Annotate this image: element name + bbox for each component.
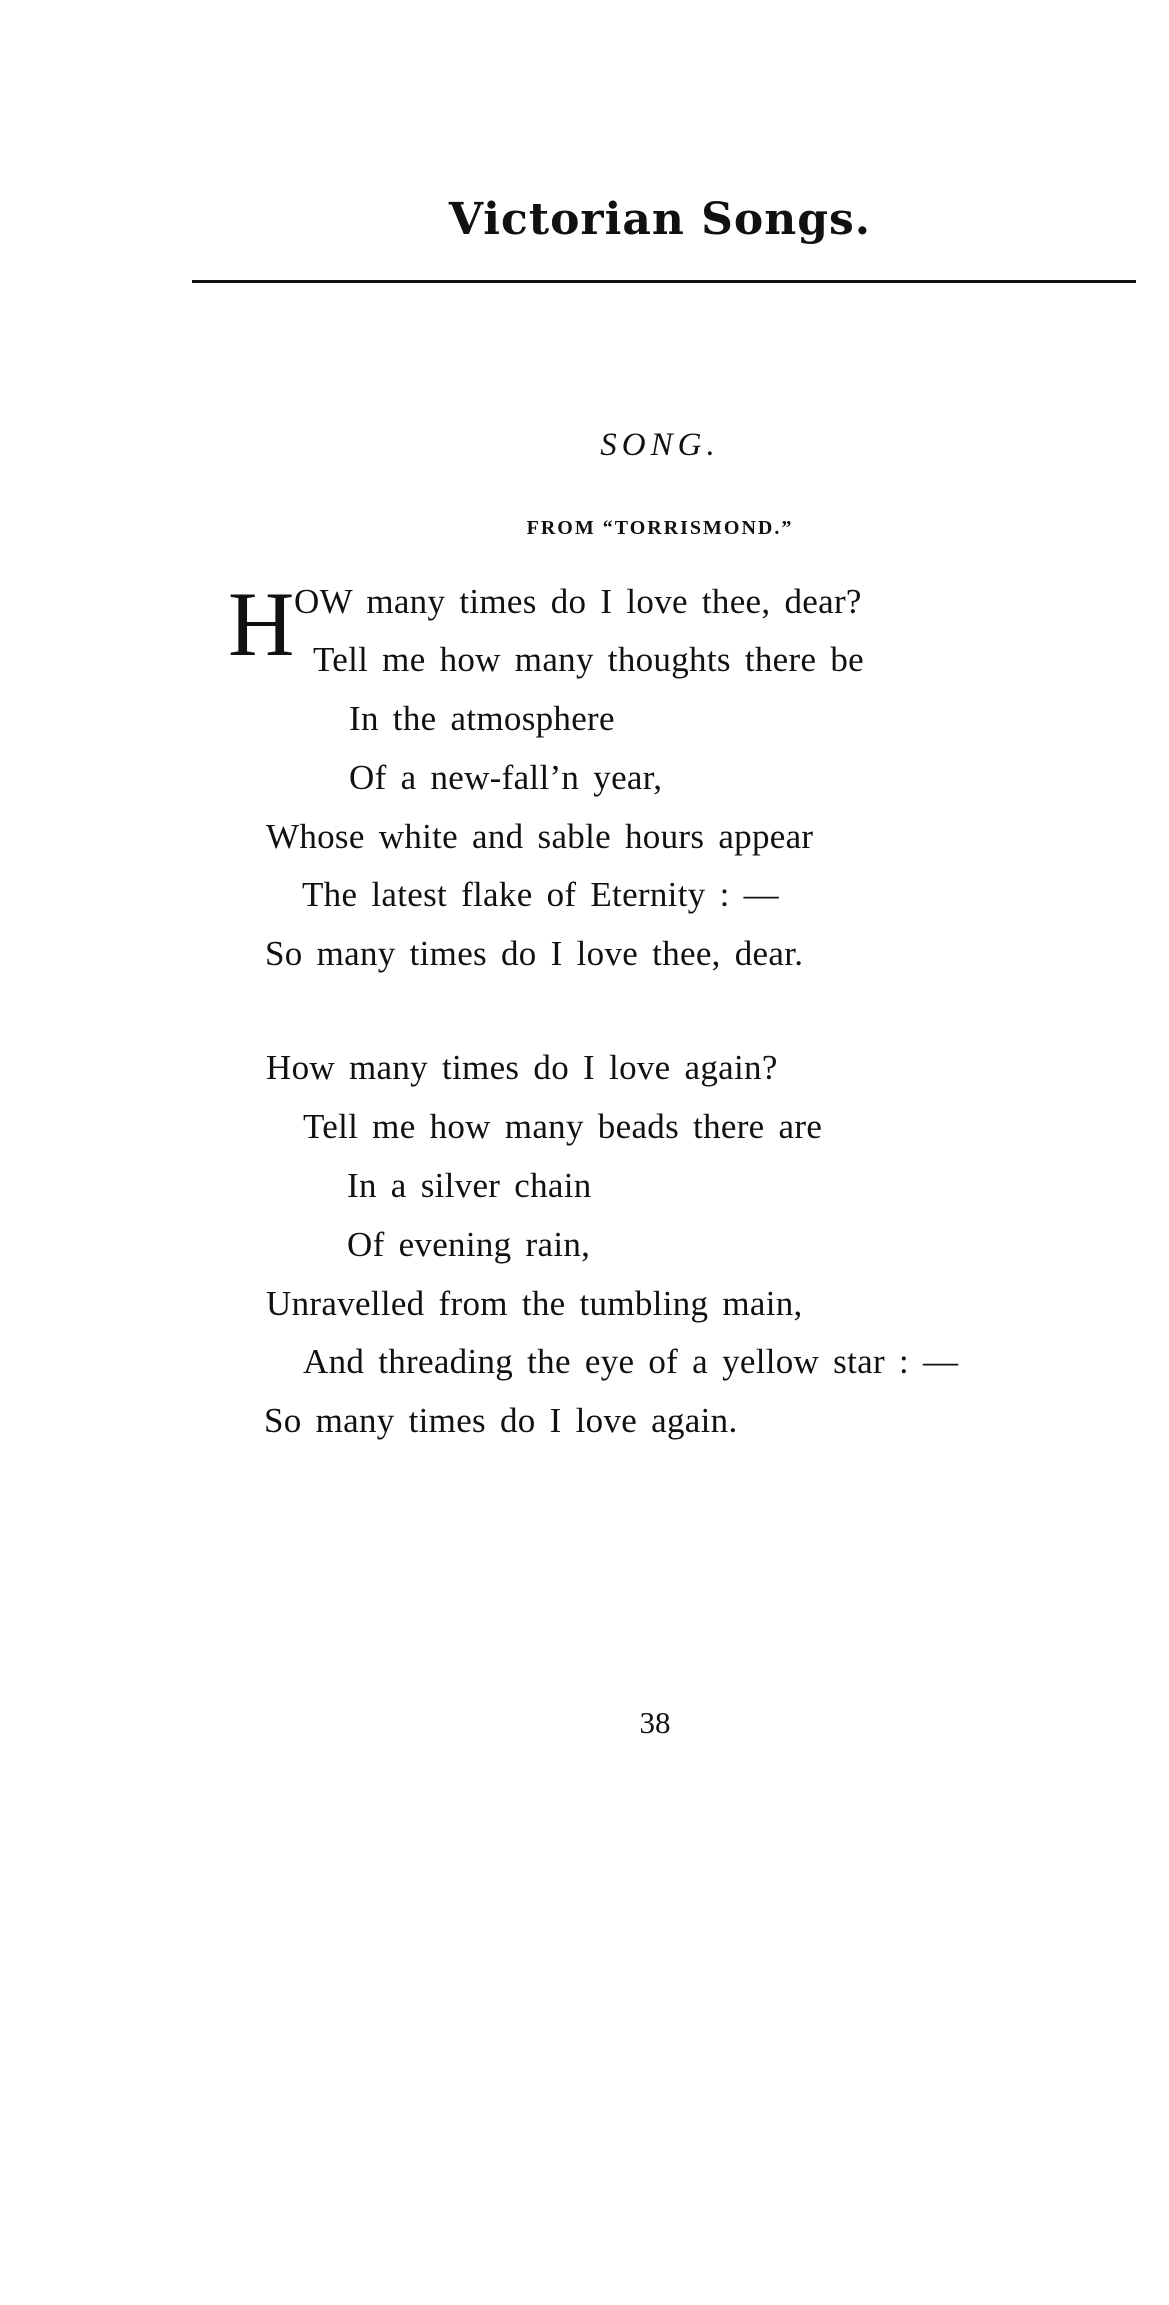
verse-line: In a silver chain [347,1166,592,1205]
verse-line: The latest flake of Eternity : — [302,875,779,914]
verse-line: Of a new-fall’n year, [349,758,663,797]
poem-title: SONG. [600,427,720,463]
verse-line: Of evening rain, [347,1225,591,1264]
drop-cap: H [228,573,295,675]
verse-line: Tell me how many beads there are [303,1107,823,1146]
verse-line: OW many times do I love thee, dear? [294,582,862,621]
running-head: Victorian Songs. [448,194,872,245]
verse-line: In the atmosphere [349,699,615,738]
verse-line: And threading the eye of a yellow star : — [303,1342,959,1381]
verse-line: Tell me how many thoughts there be [313,640,864,679]
verse-line: Whose white and sable hours appear [266,817,814,856]
page-number: 38 [639,1705,671,1740]
poem-source: FROM “TORRISMOND.” [526,517,794,539]
verse-line: How many times do I love again? [266,1048,778,1087]
verse-line: So many times do I love thee, dear. [265,934,804,973]
verse-line: Unravelled from the tumbling main, [266,1284,803,1323]
verse-line: So many times do I love again. [264,1401,738,1440]
header-rule [192,280,1136,283]
